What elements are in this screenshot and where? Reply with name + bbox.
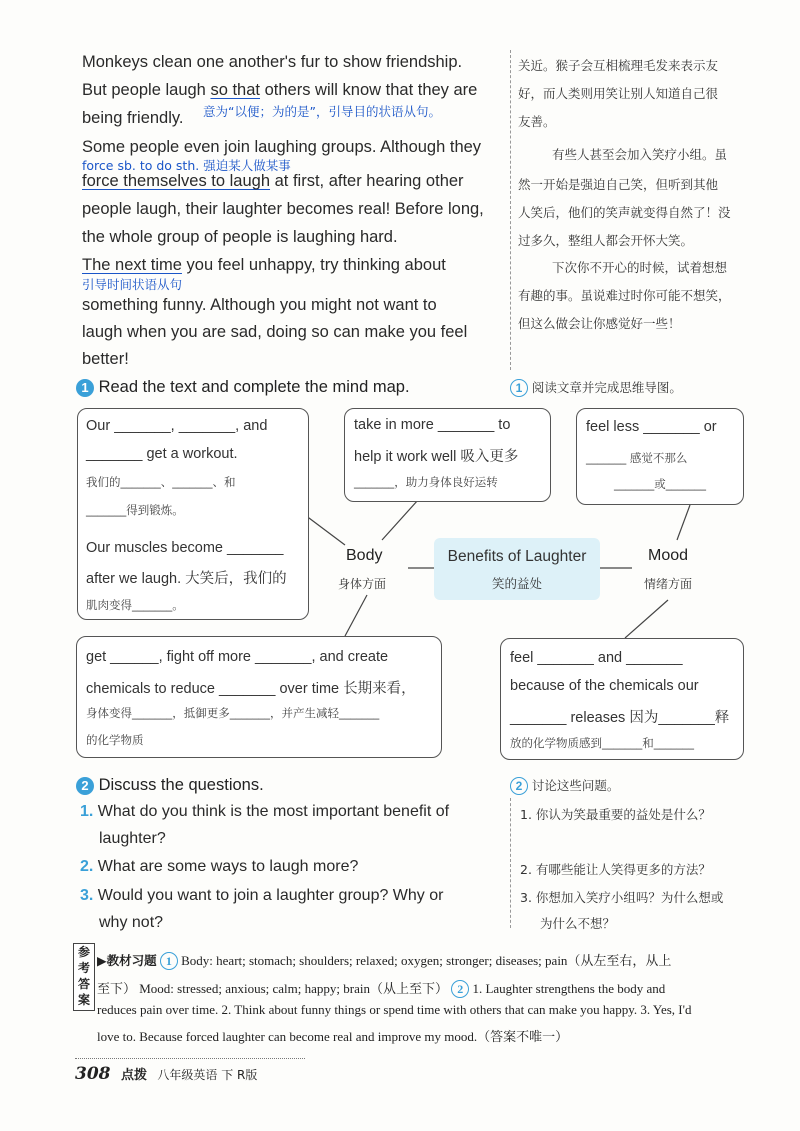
question-number: 3. [80,887,94,904]
box-line: chemicals to reduce _______ over time 长期来看， [86,681,416,697]
connector-line [625,600,668,638]
question-text: What do you think is the most important benefit of [97,803,450,820]
box-line: Our muscles become _______ [86,540,284,556]
task-title: Discuss the questions. [98,776,264,794]
answer-text: 至下） Mood: stressed; anxious; calm; happy; brain（从上至下） [97,981,448,996]
translation-line: 下次你不开心的时候，试着想想 [552,260,728,275]
answer-line: reduces pain over time. 2. Think about funny things or spend time with others that can make you happy. 3. Yes, I'd [97,1002,692,1017]
task-number-badge: 1 [76,379,94,397]
box-line: after we laugh. 大笑后，我们的 [86,571,287,587]
question-cn: 1. 你认为笑最重要的益处是什么？ [520,807,711,822]
translation-line: 过多久，整组人都会开怀大笑。 [518,233,694,248]
task-number-badge: 1 [510,379,528,397]
footer-rule [75,1058,305,1059]
passage-line: laugh when you are sad, doing so can make you feel [82,323,468,341]
task2-heading [76,776,264,795]
answer-line: love to. Because forced laughter can become real and improve my mood.（答案不唯一） [97,1029,569,1044]
mood-node-cn: 情绪方面 [644,577,693,591]
answer-badge: 2 [451,980,469,998]
passage-line: being friendly. [82,109,184,127]
question-1 [80,803,449,821]
underlined-phrase: The next time [82,256,182,274]
question-3-cont: why not? [99,914,164,931]
question-1-cont: laughter? [99,830,166,847]
underlined-phrase: force themselves to laugh [82,172,271,190]
box-line: because of the chemicals our [510,678,699,694]
question-cn: 3. 你想加入笑疗小组吗？为什么想或 [520,890,724,905]
center-node [434,538,600,600]
connector-line [345,595,367,636]
center-node-cn: 笑的益处 [491,576,542,591]
box-line-cn: _______或_______ [614,477,706,491]
passage-line: the whole group of people is laughing hard. [82,228,398,246]
box-line-cn: 肌肉变得_______。 [86,598,184,612]
task-number-badge: 2 [510,777,528,795]
center-node-title: Benefits of Laughter [447,548,587,565]
passage-line: Some people even join laughing groups. Although they [82,138,482,156]
task-title: Read the text and complete the mind map. [98,378,410,396]
footer [75,1064,257,1084]
box-line: take in more _______ to [354,417,511,433]
task2-heading-cn [510,776,619,795]
text: But people laugh [82,81,211,99]
answer-tag: 参考答案 [73,943,95,1011]
connector-line [677,505,690,540]
body-node-cn: 身体方面 [338,577,387,591]
passage-line: Monkeys clean one another's fur to show friendship. [82,53,463,71]
box-line-cn: _______得到锻炼。 [86,503,184,517]
question-text: Would you want to join a laughter group? Why or [97,887,444,904]
box-line-cn: 我们的_______、_______、和 [86,475,236,489]
question-cn: 2. 有哪些能让人笑得更多的方法？ [520,862,711,877]
task-title-cn: 阅读文章并完成思维导图。 [531,380,682,395]
box-line: feel less _______ or [586,419,717,435]
passage-line: people laugh, their laughter becomes real! Before long, [82,200,484,218]
footer-brand: 点拨 [120,1068,147,1083]
text: at first, after hearing other [270,172,464,190]
task-title-cn: 讨论这些问题。 [531,778,620,793]
translation-line: 但这么做会让你感觉好一些！ [518,316,681,331]
translation-line: 有趣的事。虽说难过时你可能不想笑， [518,288,731,303]
handwritten-note: 意为“以便；为的是”，引导目的状语从句。 [203,104,441,119]
answer-text: 1. Laughter strengthens the body and [472,981,666,996]
underlined-phrase: so that [210,81,260,99]
answer-heading: ▶教材习题 [97,953,157,968]
box-line-cn: 的化学物质 [86,733,144,747]
text: you feel unhappy, try thinking about [181,256,446,274]
connector-line [382,500,418,540]
mood-node: Mood [648,547,689,564]
question-number: 2. [80,858,94,875]
answer-text: Body: heart; stomach; shoulders; relaxed; oxygen; stronger; diseases; pain（从左至右，从上 [181,953,672,968]
handwritten-note: force sb. to do sth. 强迫某人做某事 [82,158,291,173]
answer-line [97,978,665,998]
question-2 [80,858,358,876]
question-text: What are some ways to laugh more? [97,858,359,875]
footer-book: 八年级英语 下 R版 [157,1068,258,1082]
page-number: 308 [75,1064,111,1084]
box-line-cn: 放的化学物质感到_______和_______ [510,736,694,750]
box-line-cn: 身体变得_______，抵御更多_______，并产生减轻_______ [86,706,380,720]
body-node: Body [346,547,383,564]
question-3 [80,887,443,905]
passage-line: better! [82,350,129,368]
connector-line [305,515,345,545]
text: others will know that they are [260,81,478,99]
question-number: 1. [80,803,94,820]
box-line: _______ get a workout. [86,446,238,462]
box-line: help it work well 吸入更多 [354,449,519,465]
question-cn: 为什么不想？ [540,916,616,931]
box-line: feel _______ and _______ [510,650,683,666]
translation-line: 友善。 [518,114,556,129]
answer-line [97,950,671,970]
handwritten-note: 引导时间状语从句 [82,277,183,292]
translation-line: 好，而人类则用笑让别人知道自己很 [518,86,719,101]
passage-line: something funny. Although you might not want to [82,296,437,314]
answer-badge: 1 [160,952,178,970]
box-line: get ______, fight off more _______, and create [86,649,389,665]
translation-line: 有些人甚至会加入笑疗小组。虽 [552,147,728,162]
translation-line: 然一开始是强迫自己笑，但听到其他 [518,177,719,192]
box-line-cn: _______，助力身体良好运转 [354,475,498,489]
box-line: Our _______, _______, and [86,418,268,434]
translation-line: 人笑后，他们的笑声就变得自然了！没 [518,205,731,220]
translation-line: 关近。猴子会互相梳理毛发来表示友 [518,58,719,73]
box-line: _______ releases 因为_______释 [510,710,730,726]
box-line-cn: _______ 感觉不那么 [586,451,688,465]
task-number-badge: 2 [76,777,94,795]
